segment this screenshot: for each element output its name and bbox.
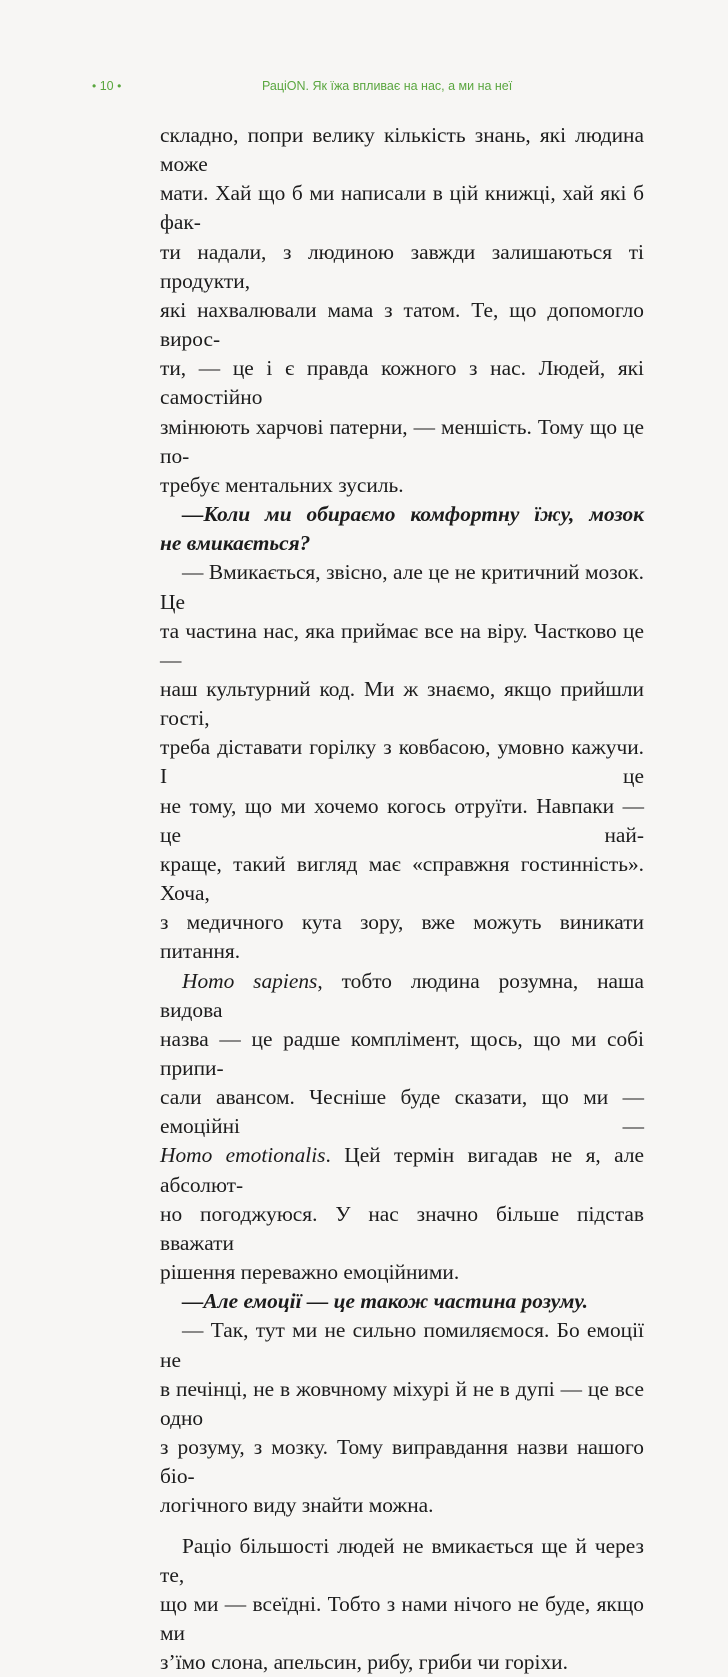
text-line: не тому, що ми хочемо когось отруїти. Навпаки — це най- xyxy=(160,793,644,847)
text-line: з медичного кута зору, вже можуть виникати питання. xyxy=(160,910,644,964)
text-line: требує ментальних зусиль. xyxy=(160,472,404,497)
question-line: —Але емоції — це також частина розуму. xyxy=(182,1289,588,1314)
text-line: що ми — всеїдні. Тобто з нами нічого не буде, якщо ми xyxy=(160,1591,644,1645)
bullet: • xyxy=(117,79,122,93)
text-line: сали авансом. Чесніше буде сказати, що ми — емоційні — xyxy=(160,1085,644,1139)
text-line: складно, попри велику кількість знань, які людина може xyxy=(160,123,644,177)
page-number xyxy=(92,79,121,93)
text-line: з розуму, з мозку. Тому виправдання назви нашого біо- xyxy=(160,1435,644,1489)
bullet: • xyxy=(92,79,97,93)
text-line: логічного виду знайти можна. xyxy=(160,1493,434,1518)
text-line: в печінці, не в жовчному міхурі й не в дупі — це все одно xyxy=(160,1376,644,1430)
text-line xyxy=(160,1141,644,1199)
text-line: краще, такий вигляд має «справжня гостинність». Хоча, xyxy=(160,851,644,906)
text-line: ти, — це і є правда кожного з нас. Людей, які самостійно xyxy=(160,356,644,410)
page-number-value: 10 xyxy=(99,79,114,93)
text-line: рішення переважно емоційними. xyxy=(160,1260,460,1285)
latin-term: Homo emotionalis xyxy=(160,1143,326,1168)
question-line: не вмикається? xyxy=(160,531,311,556)
page-body xyxy=(160,121,644,1677)
text-line: та частина нас, яка приймає все на віру. Частково це — xyxy=(160,618,644,672)
question-line: —Коли ми обираємо комфортну їжу, мозок xyxy=(182,502,644,527)
text-line: змінюють харчові патерни, — меншість. Тому що це по- xyxy=(160,414,644,468)
text-line: ти надали, з людиною завжди залишаються ті продукти, xyxy=(160,239,644,293)
running-title: РаціON. Як їжа впливає на нас, а ми на неї xyxy=(262,79,513,93)
text-line: Раціо більшості людей не вмикається ще й через те, xyxy=(160,1533,644,1587)
text-line: — Так, тут ми не сильно помиляємося. Бо емоції не xyxy=(160,1318,644,1372)
paragraph-gap xyxy=(160,1521,644,1532)
text-fragment: , тобто людина розумна, наша видова xyxy=(160,968,644,1022)
text-line: треба діставати горілку з ковбасою, умовно кажучи. І це xyxy=(160,735,644,789)
text-line xyxy=(160,967,644,1025)
text-line: мати. Хай що б ми написали в цій книжці, хай які б фак- xyxy=(160,181,644,235)
text-line: з’їмо слона, апельсин, рибу, гриби чи горіхи. xyxy=(160,1650,568,1675)
text-fragment: . Цей термін вигадав не я, але абсолют- xyxy=(160,1143,645,1197)
text-line: які нахвалювали мама з татом. Те, що допомогло вирос- xyxy=(160,297,644,352)
text-line: но погоджуюся. У нас значно більше підстав вважати xyxy=(160,1201,644,1255)
text-line: назва — це радше комплімент, щось, що ми собі припи- xyxy=(160,1026,644,1080)
running-header xyxy=(0,79,728,99)
text-line: — Вмикається, звісно, але це не критичний мозок. Це xyxy=(160,560,644,614)
latin-term: Homo sapiens xyxy=(182,968,318,993)
text-line: наш культурний код. Ми ж знаємо, якщо прийшли гості, xyxy=(160,676,644,731)
